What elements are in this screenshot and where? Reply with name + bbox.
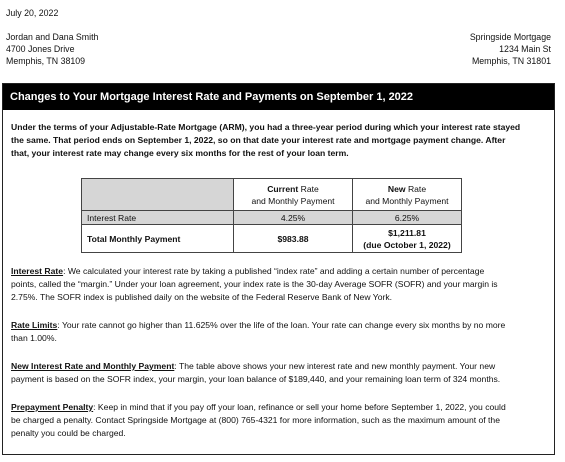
row-label: Total Monthly Payment [82,225,234,253]
sender-name: Springside Mortgage [469,32,551,42]
notice-heading: Changes to Your Mortgage Interest Rate and Payments on September 1, 2022 [3,84,554,110]
sender-street: 1234 Main St [499,44,551,54]
table-row [82,225,462,253]
rate-comparison-table [81,178,462,253]
section-label: New Interest Rate and Monthly Payment [11,361,175,371]
letter-date: July 20, 2022 [6,8,59,18]
rate-limits-section [11,319,549,345]
current-header-line2: and Monthly Payment [251,195,335,206]
new-rate-payment-section [11,360,549,386]
intro-line: that, your interest rate may change every six months for the rest of your loan term. [11,148,349,158]
section-line: points, called the “margin.” Under your loan agreement, your index rate is the 30-day Average SOFR (SOFR) and your margin is [11,279,498,289]
section-text: : Keep in mind that if you pay off your loan, refinance or sell your home before September 1, 2022, you could [93,402,506,412]
table-row [82,211,462,225]
new-header-cell [353,179,462,211]
new-value-cell [353,225,462,253]
table-header-row [82,179,462,211]
sender-city: Memphis, TN 31801 [471,56,551,66]
section-line: payment is based on the SOFR index, your margin, your loan balance of $189,440, and your remaining loan term of 324 months. [11,374,501,384]
new-header-rest: Rate [405,183,427,194]
recipient-street: 4700 Jones Drive [6,44,75,54]
section-line: penalty you could be charged. [11,428,126,438]
intro-paragraph [11,121,546,160]
header-empty-cell [82,179,234,211]
intro-line: Under the terms of your Adjustable-Rate Mortgage (ARM), you had a three-year period during which your interest rate stayed [11,122,521,132]
section-text: : Your rate cannot go higher than 11.625% over the life of the loan. Your rate can change every six months by no more [57,320,506,330]
prepayment-penalty-section [11,401,549,440]
section-line [11,401,549,414]
recipient-city: Memphis, TN 38109 [6,56,86,66]
new-header-line2: and Monthly Payment [365,195,449,206]
intro-line: the same. That period ends on September 1, 2022, so on that date your interest rate and mortgage payment change. After [11,135,506,145]
recipient-name: Jordan and Dana Smith [6,32,99,42]
new-value-note: (due October 1, 2022) [363,239,451,250]
recipient-address [6,31,98,67]
interest-rate-section [11,265,549,304]
current-header-bold: Current [267,183,299,194]
section-line: 2.75%. The SOFR index is published daily on the website of the Federal Reserve Bank of New York. [11,292,393,302]
section-line [11,265,549,278]
new-value: $1,211.81 [388,227,426,238]
section-text: : The table above shows your new interest rate and new monthly payment. Your new [174,361,496,371]
section-text: : We calculated your interest rate by taking a published “index rate” and adding a certain number of percentage [63,266,485,276]
sender-address [470,31,551,67]
section-line: than 1.00%. [11,333,57,343]
new-value: 6.25% [353,211,462,225]
current-value: 4.25% [234,211,353,225]
new-header-bold: New [387,183,406,194]
current-value: $983.88 [234,225,353,253]
current-header-cell [234,179,353,211]
current-header-rest: Rate [298,183,319,194]
section-line: be charged a penalty. Contact Springside Mortgage at (800) 765-4321 for more information, such as the maximum amount of the [11,415,500,425]
section-label: Rate Limits [11,320,58,330]
notice-box [2,83,555,455]
section-label: Interest Rate [11,266,64,276]
section-line [11,319,549,332]
row-label: Interest Rate [82,211,234,225]
section-label: Prepayment Penalty [11,402,94,412]
section-line [11,360,549,373]
